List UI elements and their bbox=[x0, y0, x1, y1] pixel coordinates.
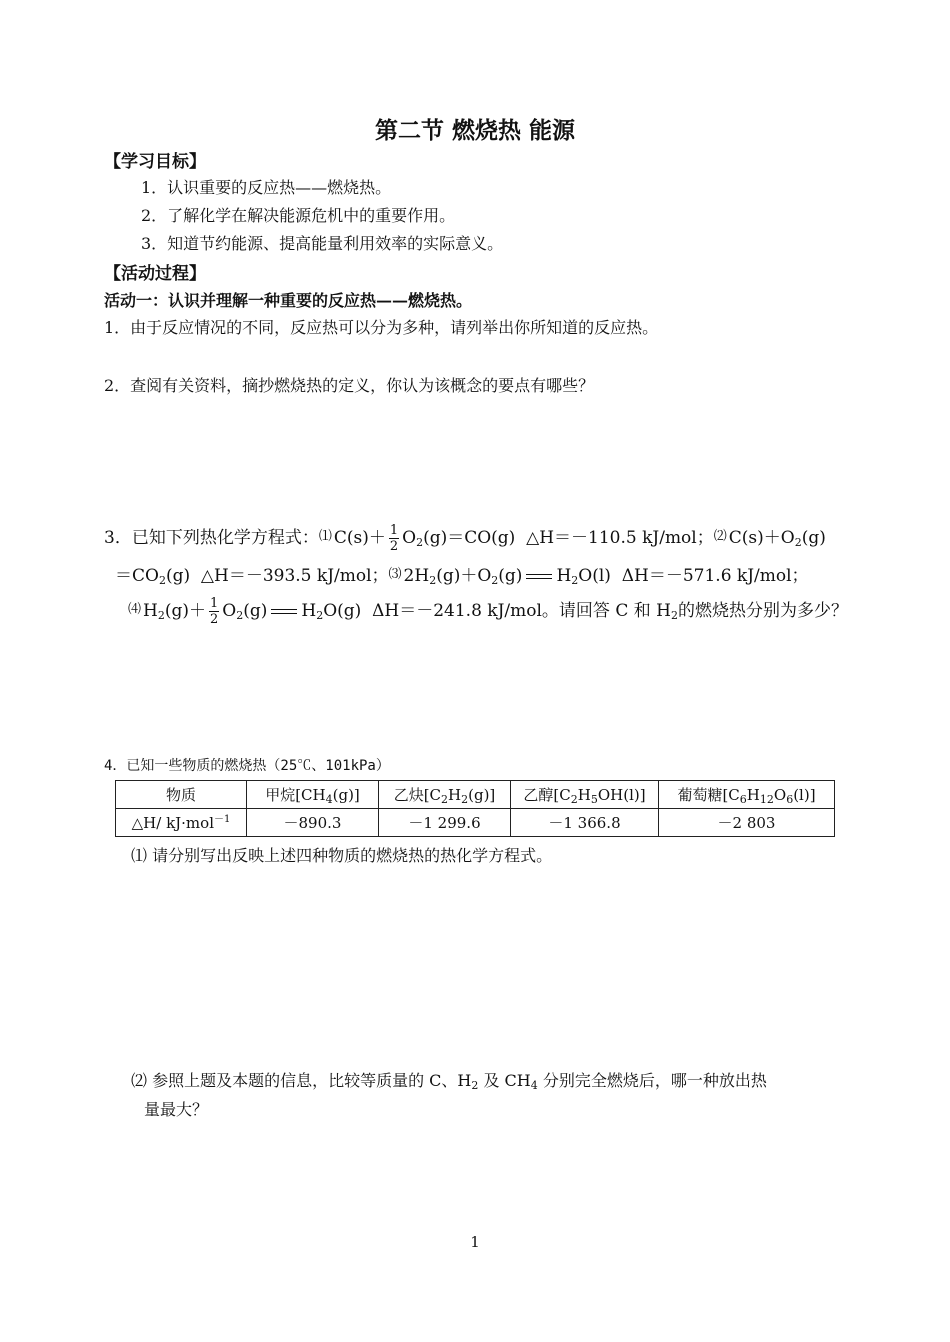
subscript: 4 bbox=[530, 1079, 538, 1092]
q3-marker-2: ⑵ bbox=[713, 529, 727, 544]
subscript: 2 bbox=[570, 793, 578, 806]
question-3-line-1 bbox=[104, 515, 826, 560]
header-text: H bbox=[577, 786, 591, 804]
question-4-intro: 4．已知一些物质的燃烧热（25℃、101kPa） bbox=[104, 758, 390, 774]
q3-eq1-text: O bbox=[402, 528, 417, 548]
header-text: 乙炔[C bbox=[393, 786, 442, 804]
table-header-row bbox=[116, 781, 835, 809]
table-cell: －1 366.8 bbox=[511, 809, 659, 837]
header-text: 甲烷[CH bbox=[265, 786, 326, 804]
q3-eq4-text: H bbox=[143, 601, 158, 621]
page-number: 1 bbox=[470, 1233, 480, 1251]
fraction-numerator: 1 bbox=[389, 523, 399, 538]
question-2: 2．查阅有关资料，摘抄燃烧热的定义，你认为该概念的要点有哪些？ bbox=[104, 376, 595, 395]
table-cell: －2 803 bbox=[659, 809, 835, 837]
fraction-denominator: 2 bbox=[389, 539, 399, 554]
table-cell: －890.3 bbox=[247, 809, 379, 837]
q3-eq3-text: H bbox=[556, 566, 572, 586]
goal-item: 2．了解化学在解决能源危机中的重要作用。 bbox=[141, 206, 456, 225]
equals-bar bbox=[271, 609, 297, 614]
fraction-denominator: 2 bbox=[210, 612, 219, 627]
header-text: (g)] bbox=[332, 786, 360, 804]
q3-eq4-text: O bbox=[222, 601, 237, 621]
page-title: 第二节 燃烧热 能源 bbox=[374, 117, 575, 144]
heat-of-combustion-table bbox=[115, 780, 835, 837]
q3-eq3-text: (g)＋O bbox=[436, 566, 492, 586]
q3-eq3-text: O(l) bbox=[578, 566, 611, 586]
q3-eq4-text: H bbox=[301, 601, 317, 621]
subscript: 2 bbox=[157, 609, 165, 622]
table-header-cell bbox=[247, 781, 379, 809]
q3-question: 的燃烧热分别为多少？ bbox=[677, 601, 848, 621]
table-header-cell bbox=[379, 781, 511, 809]
q3-marker-4: ⑷ bbox=[128, 602, 142, 617]
table-header-cell bbox=[511, 781, 659, 809]
q3-eq4-text: O(g) bbox=[323, 601, 362, 621]
header-text: (g)] bbox=[468, 786, 496, 804]
table-header-cell bbox=[659, 781, 835, 809]
q3-eq3-enthalpy: ΔH＝－571.6 kJ/mol； bbox=[621, 566, 809, 586]
fraction-numerator: 1 bbox=[210, 596, 219, 611]
subscript: 2 bbox=[461, 793, 469, 806]
fraction-half bbox=[389, 523, 399, 554]
q3-eq2-text: C(s)＋O bbox=[728, 528, 795, 548]
q3-eq2-text: (g) bbox=[165, 566, 191, 586]
q4-sub2-text: 分别完全燃烧后，哪一种放出热 bbox=[537, 1071, 767, 1090]
subscript: 5 bbox=[590, 793, 598, 806]
subscript: 12 bbox=[759, 793, 774, 806]
fraction-half bbox=[209, 596, 219, 627]
table-row bbox=[116, 809, 835, 837]
question-3-line-3 bbox=[128, 588, 848, 633]
q4-sub2-text: ⑵ 参照上题及本题的信息，比较等质量的 C、H bbox=[131, 1071, 472, 1090]
subscript: 2 bbox=[429, 574, 437, 587]
subscript: 6 bbox=[739, 793, 747, 806]
equals-bar bbox=[526, 574, 552, 579]
q3-eq1-enthalpy: △H＝－110.5 kJ/mol； bbox=[526, 528, 714, 548]
q3-eq1-text: C(s)＋ bbox=[333, 528, 386, 548]
question-3-line-2 bbox=[115, 560, 809, 591]
subscript: 2 bbox=[236, 609, 244, 622]
header-text: H bbox=[448, 786, 462, 804]
header-text: O bbox=[773, 786, 787, 804]
q3-eq3-text: 2H bbox=[403, 566, 430, 586]
header-text: 乙醇[C bbox=[523, 786, 571, 804]
subscript: 2 bbox=[158, 574, 166, 587]
subscript: 2 bbox=[571, 574, 579, 587]
q3-eq4-enthalpy: ΔH＝－241.8 kJ/mol。 bbox=[372, 601, 559, 621]
goal-item: 3．知道节约能源、提高能量利用效率的实际意义。 bbox=[141, 234, 504, 253]
q3-question: 请回答 C 和 H bbox=[558, 601, 671, 621]
subscript: 6 bbox=[786, 793, 794, 806]
subscript: 2 bbox=[491, 574, 499, 587]
q3-marker-3: ⑶ bbox=[388, 567, 402, 582]
q3-intro: 3．已知下列热化学方程式： bbox=[104, 528, 319, 548]
table-header-cell: 物质 bbox=[116, 781, 247, 809]
header-text: 葡萄糖[C bbox=[677, 786, 740, 804]
superscript: －1 bbox=[214, 813, 231, 825]
q3-eq4-text: (g)＋ bbox=[164, 601, 206, 621]
subscript: 4 bbox=[325, 793, 333, 806]
row-label-text: △H/ kJ·mol bbox=[131, 813, 214, 832]
q3-eq2-text: ＝CO bbox=[115, 566, 159, 586]
subscript: 2 bbox=[316, 609, 324, 622]
q3-marker-1: ⑴ bbox=[318, 529, 332, 544]
header-text: (l)] bbox=[793, 786, 816, 804]
question-4-sub-2-line-2: 量最大？ bbox=[144, 1100, 209, 1119]
goal-item: 1．认识重要的反应热——燃烧热。 bbox=[141, 178, 392, 197]
table-row-label bbox=[116, 809, 247, 837]
q3-eq2-text: (g) bbox=[801, 528, 826, 548]
subscript: 2 bbox=[441, 793, 449, 806]
q4-sub2-text: 及 CH bbox=[478, 1071, 531, 1090]
table-cell: －1 299.6 bbox=[379, 809, 511, 837]
goals-heading: 【学习目标】 bbox=[104, 152, 206, 172]
subscript: 2 bbox=[670, 609, 678, 622]
q3-eq3-text: (g) bbox=[498, 566, 523, 586]
q3-eq1-text: (g)＝CO(g) bbox=[423, 528, 516, 548]
q3-eq2-enthalpy: △H＝－393.5 kJ/mol； bbox=[200, 566, 389, 586]
question-1: 1．由于反应情况的不同，反应热可以分为多种，请列举出你所知道的反应热。 bbox=[104, 318, 659, 337]
subscript: 2 bbox=[416, 536, 424, 549]
question-4-sub-1: ⑴ 请分别写出反映上述四种物质的燃烧热的热化学方程式。 bbox=[131, 846, 553, 865]
subscript: 2 bbox=[794, 536, 802, 549]
process-heading: 【活动过程】 bbox=[104, 264, 206, 284]
subscript: 2 bbox=[471, 1079, 479, 1092]
q3-eq4-text: (g) bbox=[243, 601, 268, 621]
header-text: H bbox=[746, 786, 760, 804]
question-4-sub-2-line-1 bbox=[131, 1068, 767, 1091]
header-text: OH(l)] bbox=[597, 786, 646, 804]
activity-1-heading: 活动一：认识并理解一种重要的反应热——燃烧热。 bbox=[104, 291, 473, 310]
